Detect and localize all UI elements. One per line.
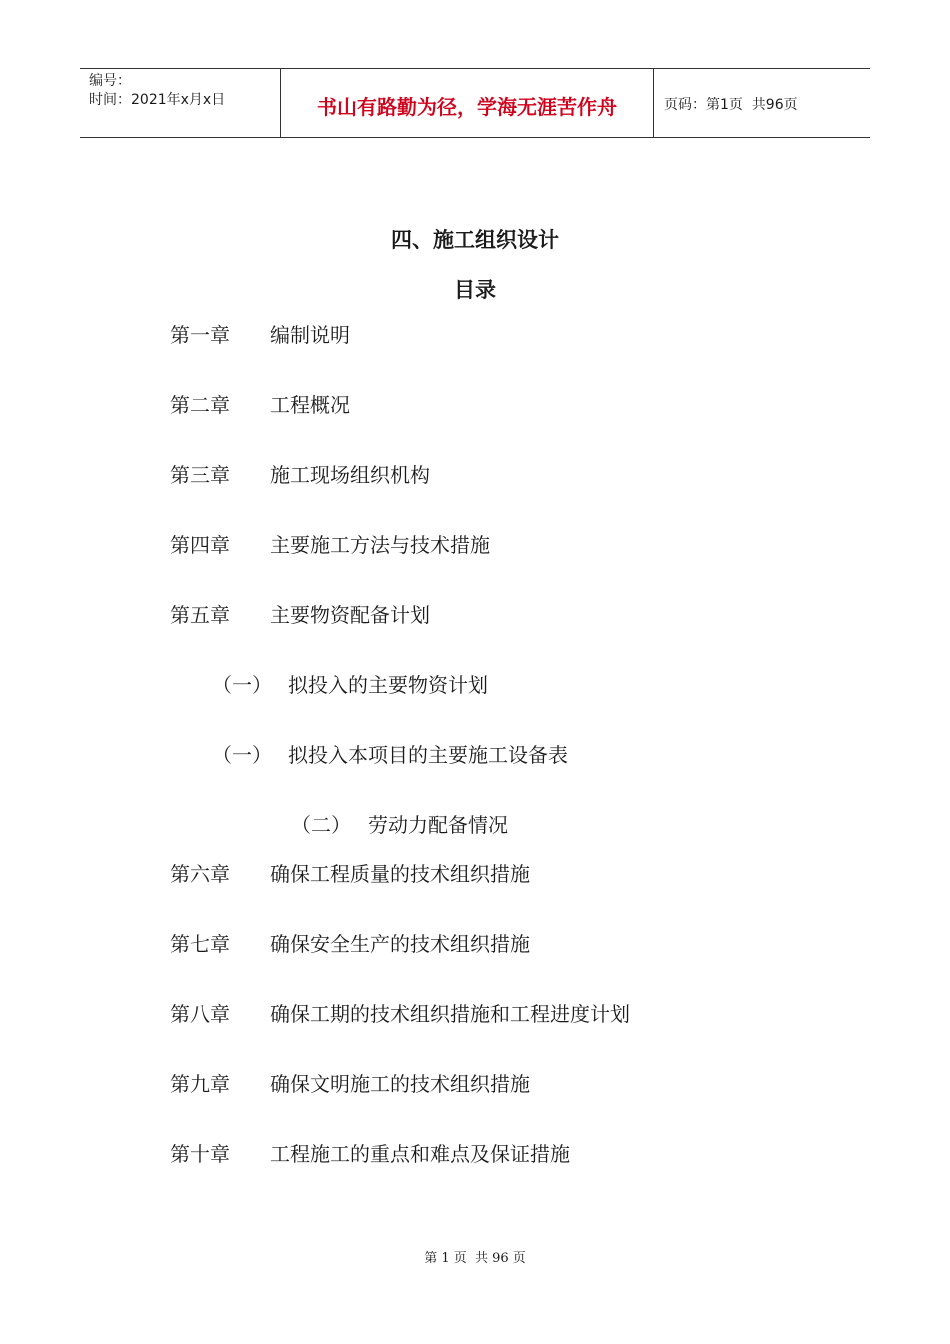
document-number-label: 编号：: [89, 73, 131, 89]
toc-entry-number: 第九章: [170, 1072, 230, 1096]
page-footer: 第 1 页 共 96 页: [424, 1251, 526, 1266]
toc-entry-number: （一）: [212, 743, 272, 767]
toc-entry: [170, 533, 490, 557]
toc-entry: [170, 1072, 530, 1096]
toc-subentry: [212, 743, 568, 767]
toc-entry-text: 拟投入的主要物资计划: [288, 673, 488, 697]
toc-entry-text: 工程施工的重点和难点及保证措施: [270, 1142, 570, 1166]
toc-entry: [170, 603, 430, 627]
toc-entry-number: 第十章: [170, 1142, 230, 1166]
toc-entry-text: 施工现场组织机构: [270, 463, 430, 487]
toc-entry-text: 确保安全生产的技术组织措施: [270, 932, 530, 956]
document-date: 时间：2021年x月x日: [89, 92, 226, 108]
toc-entry-number: 第二章: [170, 393, 230, 417]
toc-entry-text: 主要物资配备计划: [270, 603, 430, 627]
header-meta: [80, 69, 281, 137]
toc-entry: [170, 932, 530, 956]
toc-entry-text: 确保工期的技术组织措施和工程进度计划: [270, 1002, 630, 1026]
toc-entry-number: 第三章: [170, 463, 230, 487]
toc-entry-number: （一）: [212, 673, 272, 697]
toc-title: 目录: [454, 278, 496, 302]
toc-entry-number: 第七章: [170, 932, 230, 956]
toc-entry-number: 第一章: [170, 323, 230, 347]
document-heading: 四、施工组织设计: [391, 228, 559, 252]
toc-entry-text: 劳动力配备情况: [368, 813, 508, 837]
toc-entry-number: 第五章: [170, 603, 230, 627]
toc-entry-number: 第八章: [170, 1002, 230, 1026]
toc-subentry: [291, 813, 508, 837]
toc-entry-number: （二）: [291, 813, 351, 837]
toc-entry: [170, 323, 350, 347]
toc-entry-text: 确保工程质量的技术组织措施: [270, 862, 530, 886]
toc-entry: [170, 1002, 630, 1026]
toc-entry: [170, 393, 350, 417]
toc-entry-number: 第六章: [170, 862, 230, 886]
toc-entry-text: 编制说明: [270, 323, 350, 347]
toc-entry: [170, 1142, 570, 1166]
header-motto: 书山有路勤为径，学海无涯苦作舟: [281, 69, 654, 137]
page-header: [80, 68, 870, 138]
toc-entry-number: 第四章: [170, 533, 230, 557]
toc-entry-text: 确保文明施工的技术组织措施: [270, 1072, 530, 1096]
toc-entry-text: 拟投入本项目的主要施工设备表: [288, 743, 568, 767]
toc-entry: [170, 463, 430, 487]
toc-subentry: [212, 673, 488, 697]
header-page-info: 页码：第1页 共96页: [664, 97, 798, 113]
toc-entry: [170, 862, 530, 886]
toc-entry-text: 主要施工方法与技术措施: [270, 533, 490, 557]
toc-entry-text: 工程概况: [270, 393, 350, 417]
